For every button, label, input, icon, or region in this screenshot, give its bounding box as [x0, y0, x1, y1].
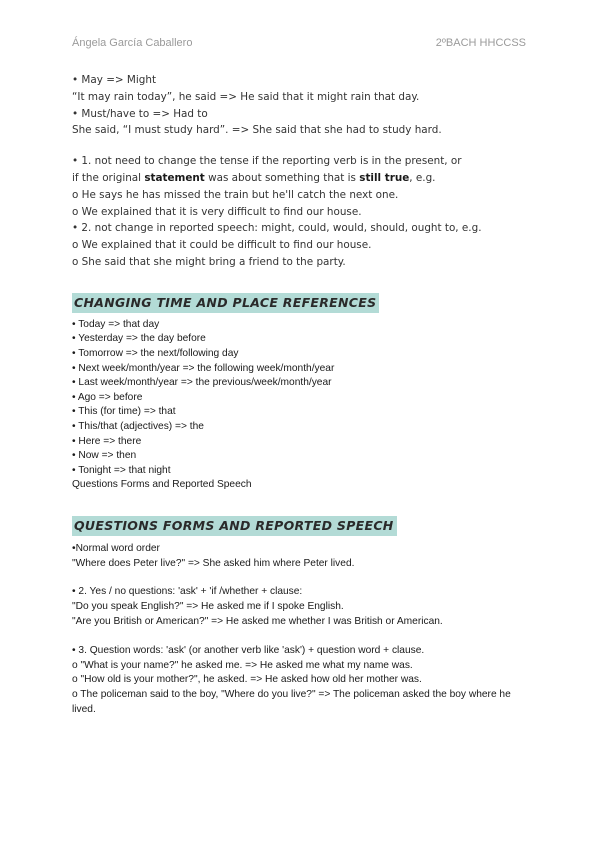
rules-section	[72, 153, 532, 271]
header-course: 2ºBACH HHCCSS	[435, 37, 526, 49]
document-body	[72, 72, 532, 718]
rule-1-text-mid: was about something that is	[204, 171, 360, 184]
list-item: • This/that (adjectives) => the	[72, 420, 204, 432]
must-rule-example: She said, “I must study hard”. => She said that she had to study hard.	[72, 124, 442, 137]
rule-1-example-1: o He says he has missed the train but he'll catch the next one.	[72, 188, 399, 201]
rule-1-example-2: o We explained that it is very difficult to find our house.	[72, 205, 362, 218]
rule-2-line: • 2. not change in reported speech: might, could, would, should, ought to, e.g.	[72, 222, 482, 235]
list-item: • Now => then	[72, 450, 137, 462]
time-place-heading: CHANGING TIME AND PLACE REFERENCES	[72, 293, 379, 313]
list-item: • Next week/month/year => the following week/month/year	[72, 362, 335, 374]
yes-no-example-1: "Do you speak English?" => He asked me if I spoke English.	[72, 601, 344, 613]
rule-1-line-a: • 1. not need to change the tense if the reporting verb is in the present, or	[72, 155, 462, 168]
questions-heading: QUESTIONS FORMS AND REPORTED SPEECH	[72, 516, 397, 536]
question-words-example-2: o "How old is your mother?", he asked. => He asked how old her mother was.	[72, 674, 422, 686]
yes-no-title: • 2. Yes / no questions: 'ask' + 'if /whether + clause:	[72, 586, 303, 598]
time-place-list	[72, 318, 532, 493]
must-rule-title: • Must/have to => Had to	[72, 107, 208, 120]
list-item: • Today => that day	[72, 318, 160, 330]
list-item: • This (for time) => that	[72, 406, 176, 418]
normal-order-title: •Normal word order	[72, 542, 160, 554]
list-item: • Ago => before	[72, 391, 143, 403]
questions-section	[72, 542, 532, 718]
trailing-text: Questions Forms and Reported Speech	[72, 479, 252, 491]
yes-no-example-2: "Are you British or American?" => He asked me whether I was British or American.	[72, 616, 443, 628]
rule-1-bold-still-true: still true	[359, 171, 410, 184]
header-author: Ángela García Caballero	[72, 37, 193, 49]
rule-1-text-post: , e.g.	[409, 171, 436, 184]
rule-2-example-2: o She said that she might bring a friend to the party.	[72, 255, 346, 268]
question-words-example-3: o The policeman said to the boy, "Where do you live?" => The policeman asked the boy where he lived.	[72, 689, 511, 716]
rule-1-line-b	[72, 170, 532, 187]
list-item: • Tomorrow => the next/following day	[72, 347, 239, 359]
list-item: • Here => there	[72, 435, 142, 447]
rule-1-text-pre: if the original	[72, 171, 145, 184]
rule-2-example-1: o We explained that it could be difficult to find our house.	[72, 239, 372, 252]
rule-1-bold-statement: statement	[144, 171, 205, 184]
list-item: • Tonight => that night	[72, 464, 171, 476]
may-rule-example: “It may rain today”, he said => He said that it might rain that day.	[72, 90, 420, 103]
normal-order-example: "Where does Peter live?" => She asked him where Peter lived.	[72, 557, 355, 569]
list-item: • Yesterday => the day before	[72, 333, 206, 345]
may-rule-title: • May => Might	[72, 74, 157, 86]
question-words-example-1: o "What is your name?" he asked me. => He asked me what my name was.	[72, 659, 413, 671]
question-words-title: • 3. Question words: 'ask' (or another verb like 'ask') + question word + clause.	[72, 644, 425, 656]
list-item: • Last week/month/year => the previous/week/month/year	[72, 377, 332, 389]
modals-section	[72, 72, 532, 139]
